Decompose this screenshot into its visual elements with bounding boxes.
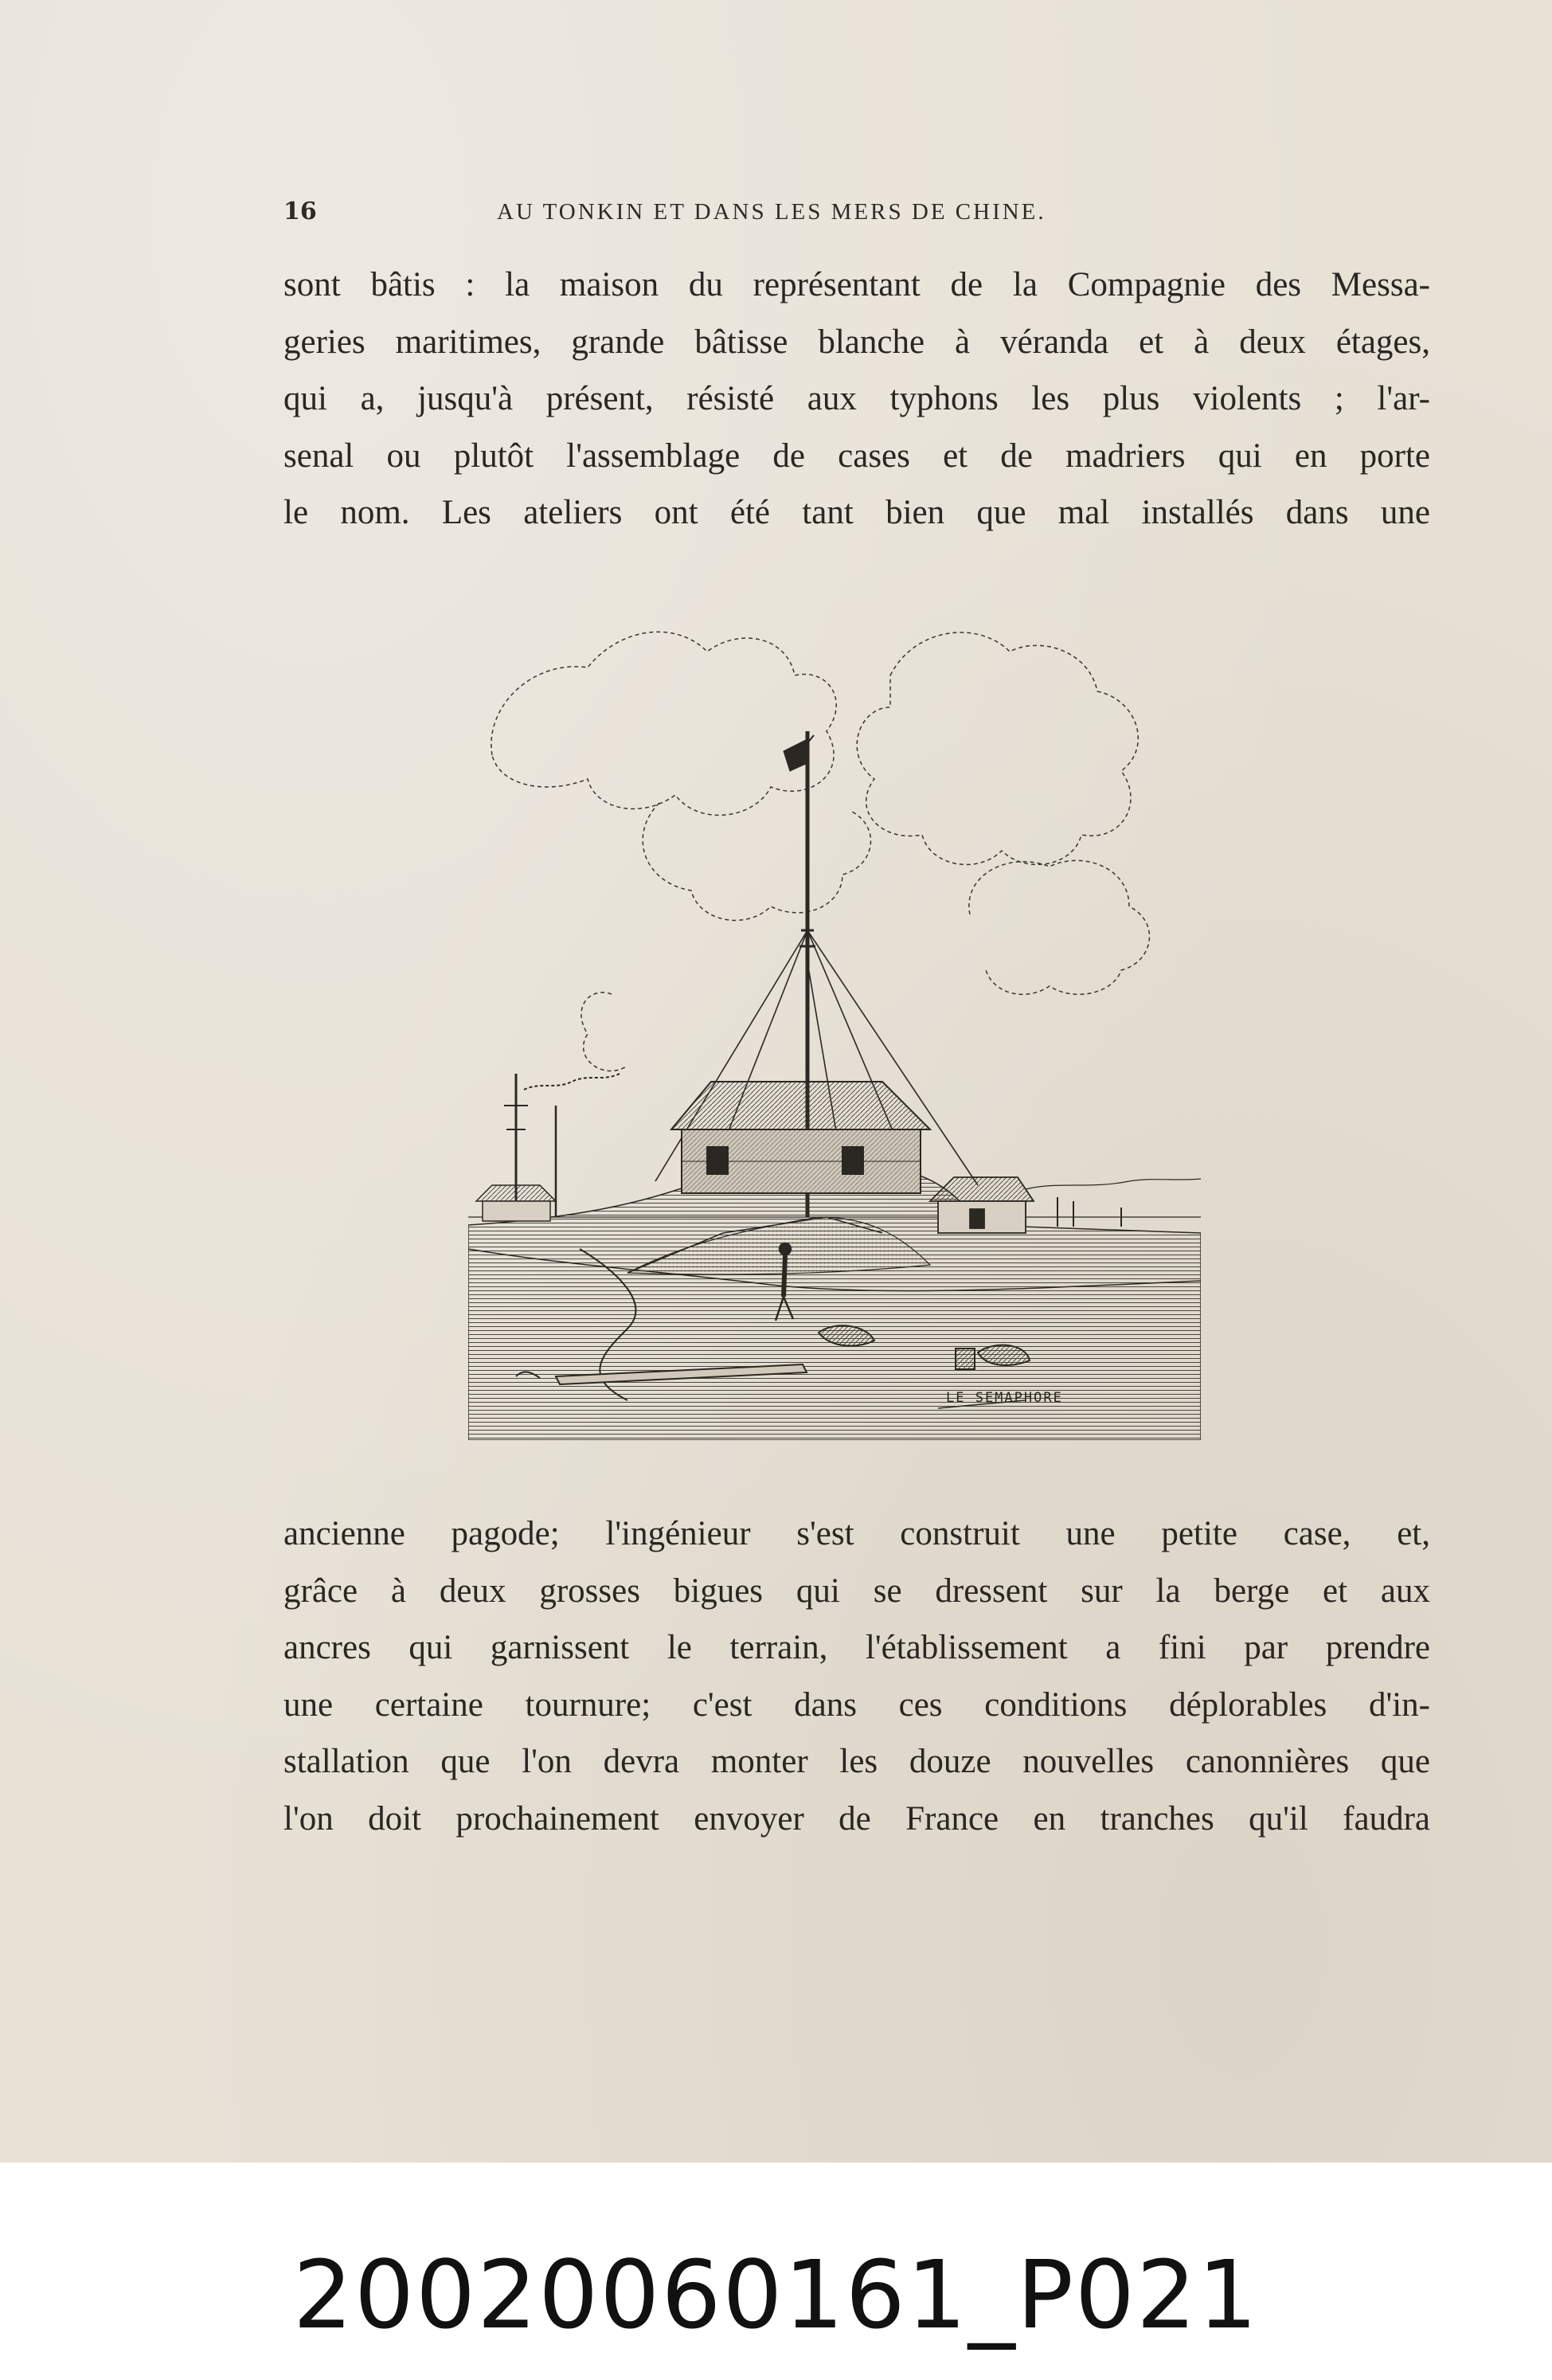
text-line: senal ou plutôt l'assemblage de cases et de madriers qui en porte bbox=[283, 436, 1430, 475]
text-line: geries maritimes, grande bâtisse blanche à véranda et à deux étages, bbox=[283, 323, 1430, 361]
engraving-caption: LE SEMAPHORE bbox=[946, 1390, 1063, 1406]
text-line: qui a, jusqu'à présent, résisté aux typhons les plus violents ; l'ar- bbox=[283, 380, 1430, 417]
left-hut bbox=[476, 1185, 556, 1221]
text-line: ancienne pagode; l'ingénieur s'est construit une petite case, et, bbox=[283, 1515, 1430, 1552]
text-line: ancres qui garnissent le terrain, l'établissement a fini par prendre bbox=[283, 1629, 1430, 1666]
page-number: 16 bbox=[283, 198, 317, 225]
text-line: sont bâtis : la maison du représentant de la Compagnie des Messa- bbox=[283, 266, 1430, 303]
text-line: une certaine tournure; c'est dans ces conditions déplorables d'in- bbox=[283, 1685, 1430, 1724]
cloud-outlines bbox=[491, 632, 1150, 1071]
text-line: grâce à deux grosses bigues qui se dressent sur la berge et aux bbox=[283, 1572, 1430, 1610]
small-house bbox=[930, 1177, 1034, 1233]
semaphore-engraving bbox=[468, 612, 1201, 1440]
text-line: stallation que l'on devra monter les douze nouvelles canonnières que bbox=[283, 1743, 1430, 1780]
running-head bbox=[283, 198, 1430, 237]
catalog-id: 20020060161_P021 bbox=[292, 2240, 1260, 2350]
text-line: le nom. Les ateliers ont été tant bien que mal installés dans une bbox=[283, 494, 1430, 531]
semaphore-hut bbox=[671, 1082, 930, 1193]
ground bbox=[468, 1166, 1201, 1440]
bottom-paragraph bbox=[283, 1505, 1430, 1847]
running-title: AU TONKIN ET DANS LES MERS DE CHINE. bbox=[497, 199, 1046, 225]
top-paragraph bbox=[283, 256, 1430, 542]
text-line: l'on doit prochainement envoyer de France en tranches qu'il faudra bbox=[283, 1799, 1430, 1838]
